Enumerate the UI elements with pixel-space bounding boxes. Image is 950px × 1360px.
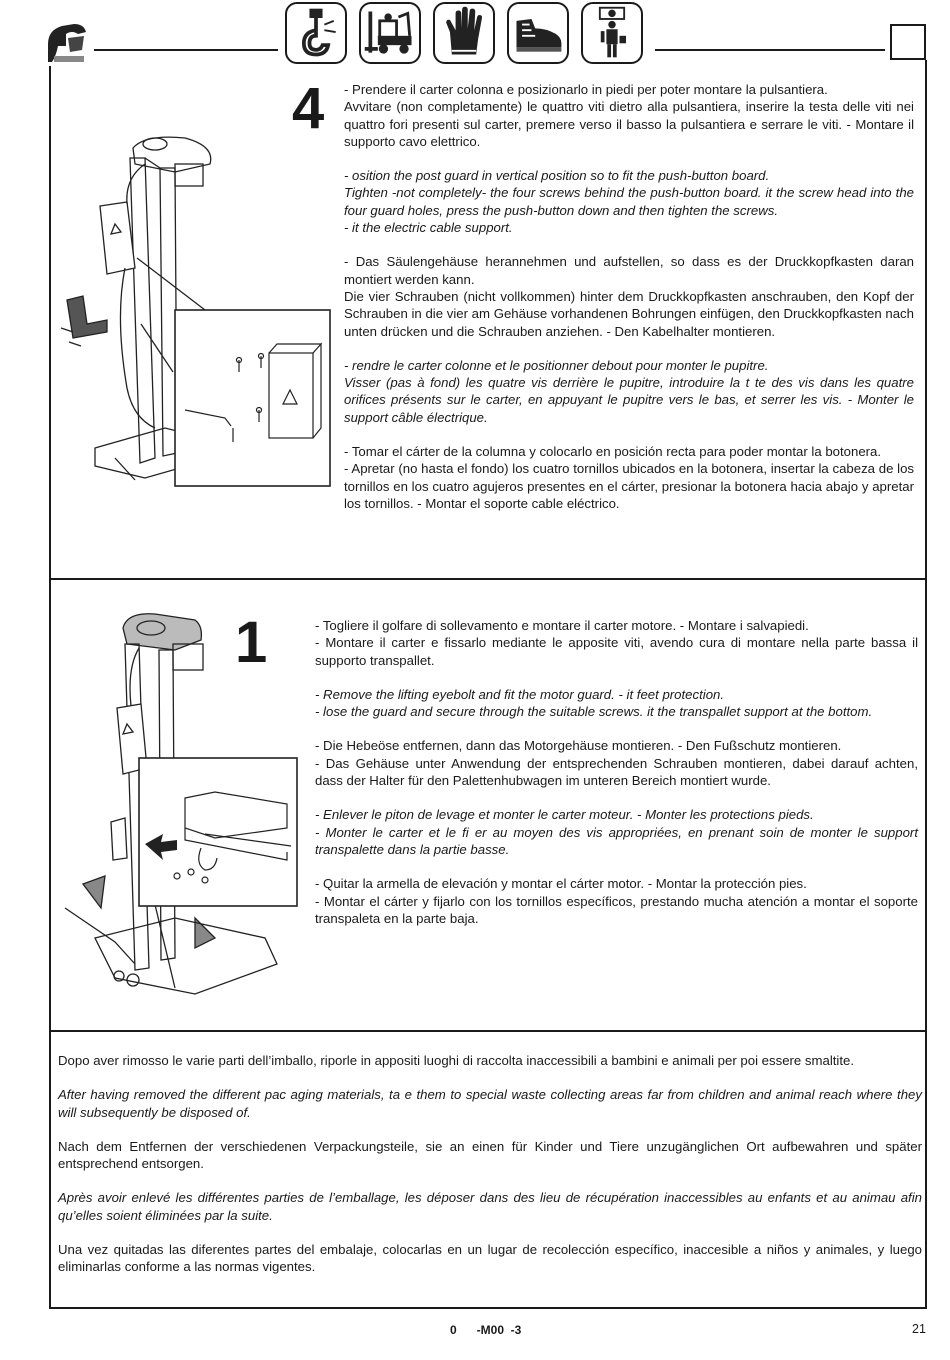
safety-shoe-icon: [507, 2, 569, 64]
paragraph-es: - Quitar la armella de elevación y montar el cárter motor. - Montar la protección pies. - Montar el cárter y fijarlo con los tornillos específicos, prestando mucha atención a montar el soporte transpaleta en la parte baja.: [315, 876, 918, 926]
paragraph-it: - Prendere il carter colonna e posizionarlo in piedi per poter montare la pulsantiera. Avvitare (non completamente) le quattro viti dietro alla pulsantiera, inserire la testa delle viti nei quattro fori presenti sul carter, premere verso il basso la pulsantiera e serrare le viti. - Montare il supporto cavo elettrico.: [344, 82, 914, 149]
paragraph-es: Una vez quitadas las diferentes partes del embalaje, colocarlas en un lugar de recolección específico, inaccesible a niños y animales, y luego eliminarlas conforme a las normas vigentes.: [58, 1242, 922, 1275]
worker-icon: [581, 2, 643, 64]
document-code: 0 -M00 -3: [450, 1323, 522, 1337]
paragraph-fr: - rendre le carter colonne et le positionner debout pour monter le pupitre. Visser (pas à fond) les quatre vis derrière le pupitre, introduire la t te des vis dans les quatre orifices présents sur le carter, en appuyant le pupitre vers le bas, et serrer les vis. - Monter le support câble électrique.: [344, 357, 914, 425]
paragraph-it: Dopo aver rimosso le varie parti dell’imballo, riporle in appositi luoghi di raccolta inaccessibili a bambini e animali per poi essere smaltite.: [58, 1053, 855, 1068]
paragraph-en: - Remove the lifting eyebolt and fit the motor guard. - it feet protection. - lose the guard and secure through the suitable screws. it the transpallet support at the bottom.: [315, 686, 873, 720]
header-rule-left: [94, 49, 278, 51]
paragraph-de: - Die Hebeöse entfernen, dann das Motorgehäuse montieren. - Den Fußschutz montieren. - Das Gehäuse unter Anwendung der entsprechenden Schrauben montieren, dabei darauf achten, dass der Halter für den Palettenhubwagen im unteren Bereich montiert wurde.: [315, 738, 918, 789]
step-number-4: 4: [292, 76, 325, 141]
packaging-disposal-text: [58, 1052, 922, 1293]
divider-1: [49, 578, 927, 580]
page-number: 21: [912, 1322, 926, 1336]
corner-box: [890, 24, 926, 60]
glove-icon: [433, 2, 495, 64]
paragraph-fr: Après avoir enlevé les différentes parties de l’emballage, les déposer dans des lieu de récupération inaccessibles au enfants et au animau afin qu’elles soient éliminées par la suite.: [58, 1190, 922, 1223]
divider-2: [49, 1030, 927, 1032]
frame-right: [925, 60, 927, 1308]
paragraph-en: After having removed the different pac aging materials, ta e them to special waste collecting areas far from children and animal reach where they will subsequently be disposed of.: [58, 1087, 922, 1120]
hook-icon: [285, 2, 347, 64]
frame-left: [49, 66, 51, 1308]
brand-logo: [44, 16, 90, 66]
paragraph-es: - Tomar el cárter de la columna y colocarlo en posición recta para poder montar la botonera. - Apretar (no hasta el fondo) los cuatro tornillos ubicados en la botonera, insertar la cabeza de los tornillos en los cuatro agujeros presentes en el cárter, presionar la botonera hacia abajo y apretar los tornillos. - Montar el soporte cable eléctrico.: [344, 444, 914, 511]
section-1-text: [315, 617, 918, 944]
paragraph-de: - Das Säulengehäuse herannehmen und aufstellen, so dass es der Druckkopfkasten daran montiert werden kann. Die vier Schrauben (nicht vollkommen) hinter dem Druckkopfkasten anschrauben, den Kopf der Schrauben in die vier am Gehäuse vorhandenen Bohrungen einfügen, den Druckkopfkasten nach unten drücken und die Schrauben anziehen. - Den Kabelhalter montieren.: [344, 254, 914, 339]
header-rule-right: [655, 49, 885, 51]
section-4-text: [344, 81, 914, 529]
post-guard-illustration: [55, 128, 335, 490]
paragraph-fr: - Enlever le piton de levage et monter le carter moteur. - Monter les protections pieds. - Monter le carter et le fi er au moyen des vis appropriées, en prenant soin de monter le support transpalette dans la partie basse.: [315, 807, 918, 857]
paragraph-de: Nach dem Entfernen der verschiedenen Verpackungsteile, sie an einen für Kinder und Tiere unzugänglichen Ort aufbewahren und später entsprechend entsorgen.: [58, 1138, 922, 1172]
frame-bottom: [49, 1307, 927, 1309]
paragraph-it: - Togliere il golfare di sollevamento e montare il carter motore. - Montare i salvapiedi. - Montare il carter e fissarlo mediante le apposite viti, avendo cura di montare nella parte bassa il supporto transpallet.: [315, 618, 918, 668]
forklift-icon: [359, 2, 421, 64]
motor-guard-illustration: [55, 608, 305, 1008]
step-number-1: 1: [235, 610, 268, 675]
paragraph-en: - osition the post guard in vertical position so to fit the push-button board. Tighten -not completely- the four screws behind the push-button board. it the screw head into the four guard holes, press the push-button down and then tighten the screws. - it the electric cable support.: [344, 168, 914, 236]
